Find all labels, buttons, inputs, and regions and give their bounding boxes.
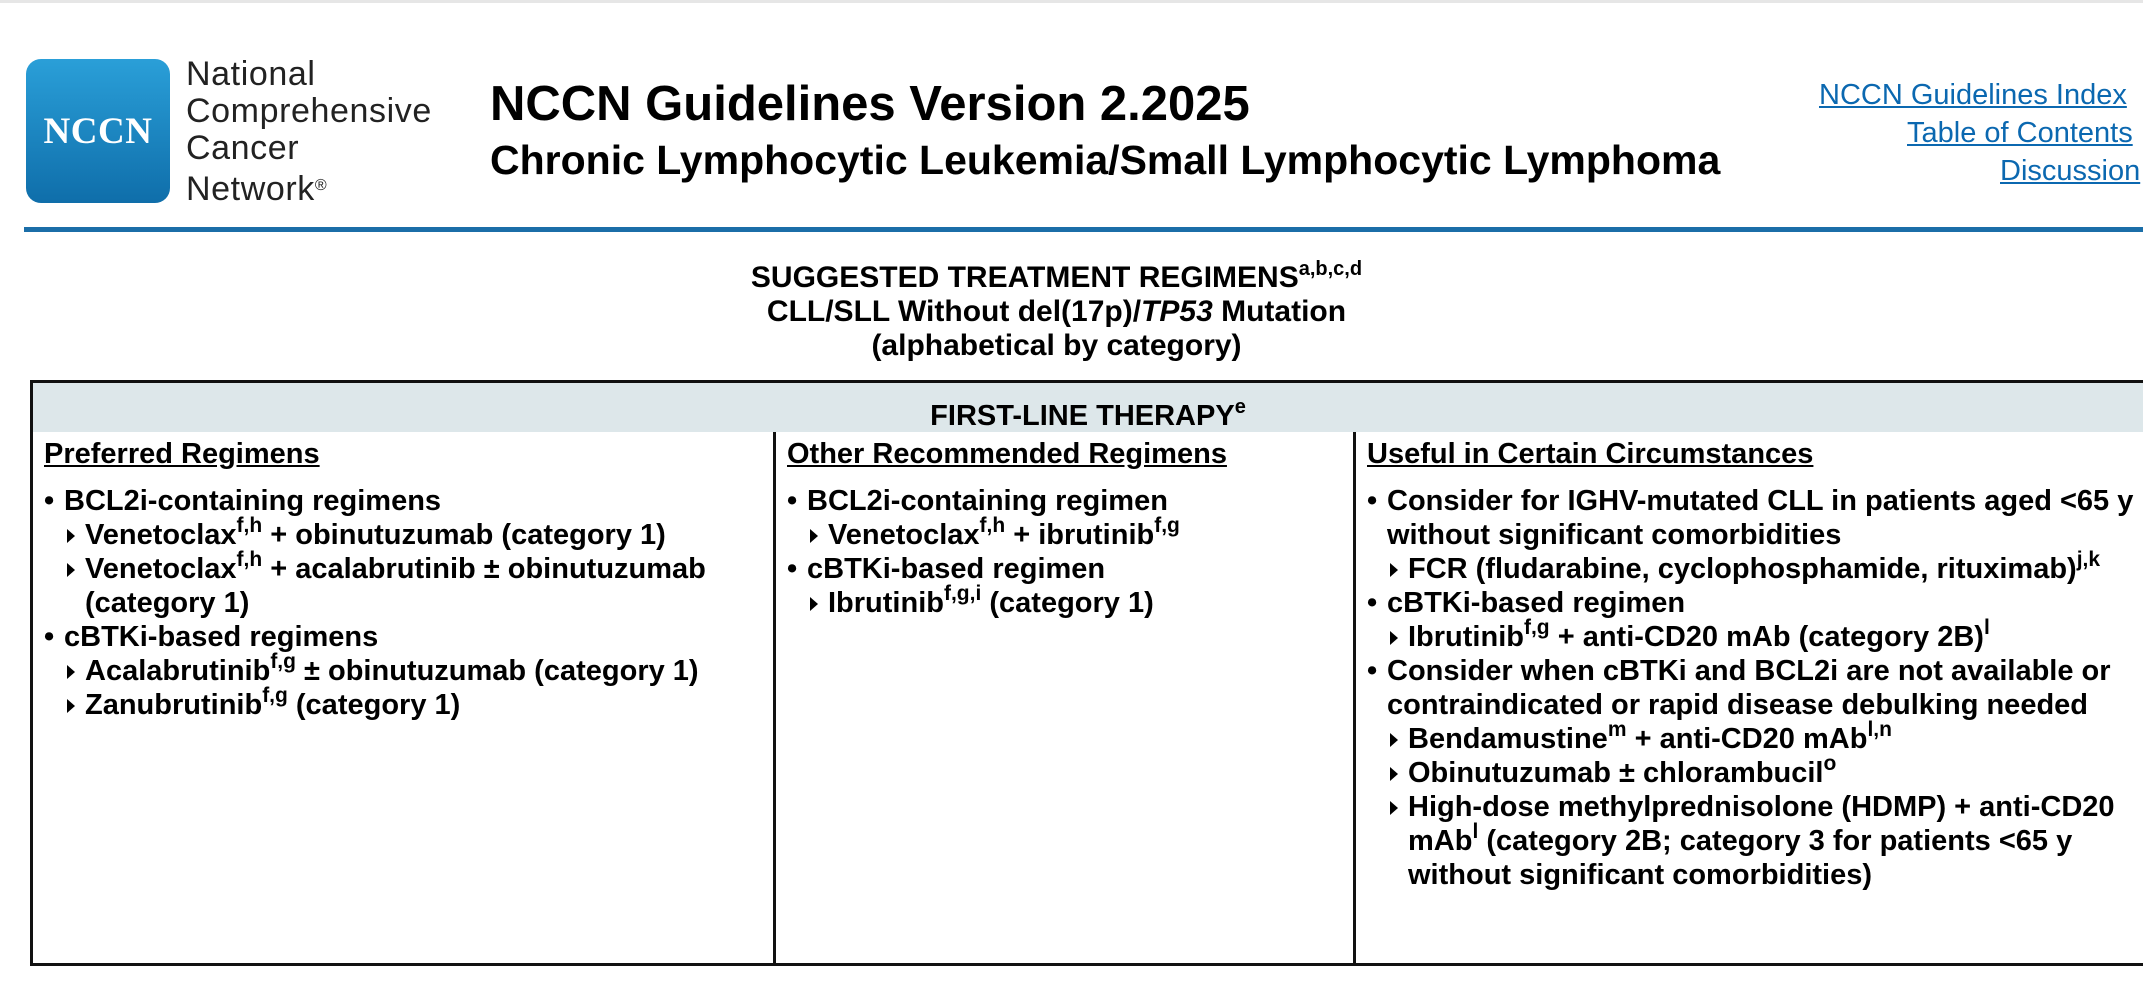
list-subitem: Venetoclax$^{f,h}$ + ibrutinib$^{f,g}$	[787, 518, 1353, 552]
page-title: NCCN Guidelines Version 2.2025	[490, 77, 1250, 131]
organization-name	[186, 56, 432, 208]
list-item: • Consider for IGHV-mutated CLL in patients aged <65 y without significant comorbidities	[1367, 484, 2143, 552]
useful-in-certain-circumstances-column	[1356, 432, 2143, 963]
section-note: (alphabetical by category)	[871, 329, 1242, 362]
list-subitem: Obinutuzumab ± chlorambucil$^o$	[1367, 756, 2143, 790]
list-item: • cBTKi-based regimens	[44, 620, 773, 654]
section-title-footnotes: a,b,c,d	[1298, 258, 1363, 280]
list-subitem: Venetoclax$^{f,h}$ + acalabrutinib ± obinutuzumab (category 1)	[44, 552, 773, 620]
other-regimens-title: Other Recommended Regimens	[787, 438, 1227, 470]
table-header-footnote: e	[1234, 396, 1246, 418]
list-subitem: Ibrutinib$^{f,g}$ + anti-CD20 mAb (category 2B)$^l$	[1367, 620, 2143, 654]
list-subitem: Bendamustine$^m$ + anti-CD20 mAb$^{l,n}$	[1367, 722, 2143, 756]
list-item: • BCL2i-containing regimen	[787, 484, 1353, 518]
list-subitem: FCR (fludarabine, cyclophosphamide, rituximab)$^{j,k}$	[1367, 552, 2143, 586]
org-line-2: Comprehensive	[186, 92, 432, 130]
header-divider	[24, 227, 2143, 232]
preferred-regimens-column	[33, 432, 776, 963]
org-line-3: Cancer	[186, 129, 300, 167]
section-heading	[0, 252, 2113, 363]
other-recommended-regimens-column	[776, 432, 1356, 963]
guidelines-index-link[interactable]: NCCN Guidelines Index	[1819, 79, 2127, 111]
list-subitem: Zanubrutinib$^{f,g}$ (category 1)	[44, 688, 773, 722]
preferred-regimens-title: Preferred Regimens	[44, 438, 320, 470]
section-subtitle: CLL/SLL Without del(17p)/TP53 Mutation	[766, 295, 1347, 328]
guideline-nav-links	[1800, 76, 2143, 190]
table-of-contents-link[interactable]: Table of Contents	[1907, 117, 2133, 149]
list-item: • Consider when cBTKi and BCL2i are not available or contraindicated or rapid disease debulking needed	[1367, 654, 2143, 722]
list-subitem: Acalabrutinib$^{f,g}$ ± obinutuzumab (category 1)	[44, 654, 773, 688]
first-line-therapy-table	[30, 380, 2143, 966]
discussion-link[interactable]: Discussion	[2000, 155, 2141, 187]
org-line-1: National	[186, 55, 316, 93]
registered-mark: ®	[314, 177, 328, 194]
list-item: • BCL2i-containing regimens	[44, 484, 773, 518]
nccn-logo	[26, 59, 170, 203]
table-header: FIRST-LINE THERAPY$^e$	[33, 383, 2143, 432]
list-subitem: Venetoclax$^{f,h}$ + obinutuzumab (category 1)	[44, 518, 773, 552]
useful-circumstances-title: Useful in Certain Circumstances	[1367, 438, 1814, 470]
org-line-4: Network®	[186, 170, 328, 208]
top-border	[0, 0, 2143, 3]
table-body	[33, 432, 2143, 963]
section-title: SUGGESTED TREATMENT REGIMENS$^{a,b,c,d}$	[750, 258, 1363, 294]
list-item: • cBTKi-based regimen	[1367, 586, 2143, 620]
list-item: • cBTKi-based regimen	[787, 552, 1353, 586]
list-subitem: High-dose methylprednisolone (HDMP) + anti-CD20 mAb$^l$ (category 2B; category 3 for patients <65 y without significant comorbidities)	[1367, 790, 2143, 892]
logo-text: NCCN	[43, 110, 153, 152]
page-subtitle: Chronic Lymphocytic Leukemia/Small Lymphocytic Lymphoma	[490, 137, 1721, 183]
list-subitem: Ibrutinib$^{f,g,i}$ (category 1)	[787, 586, 1353, 620]
